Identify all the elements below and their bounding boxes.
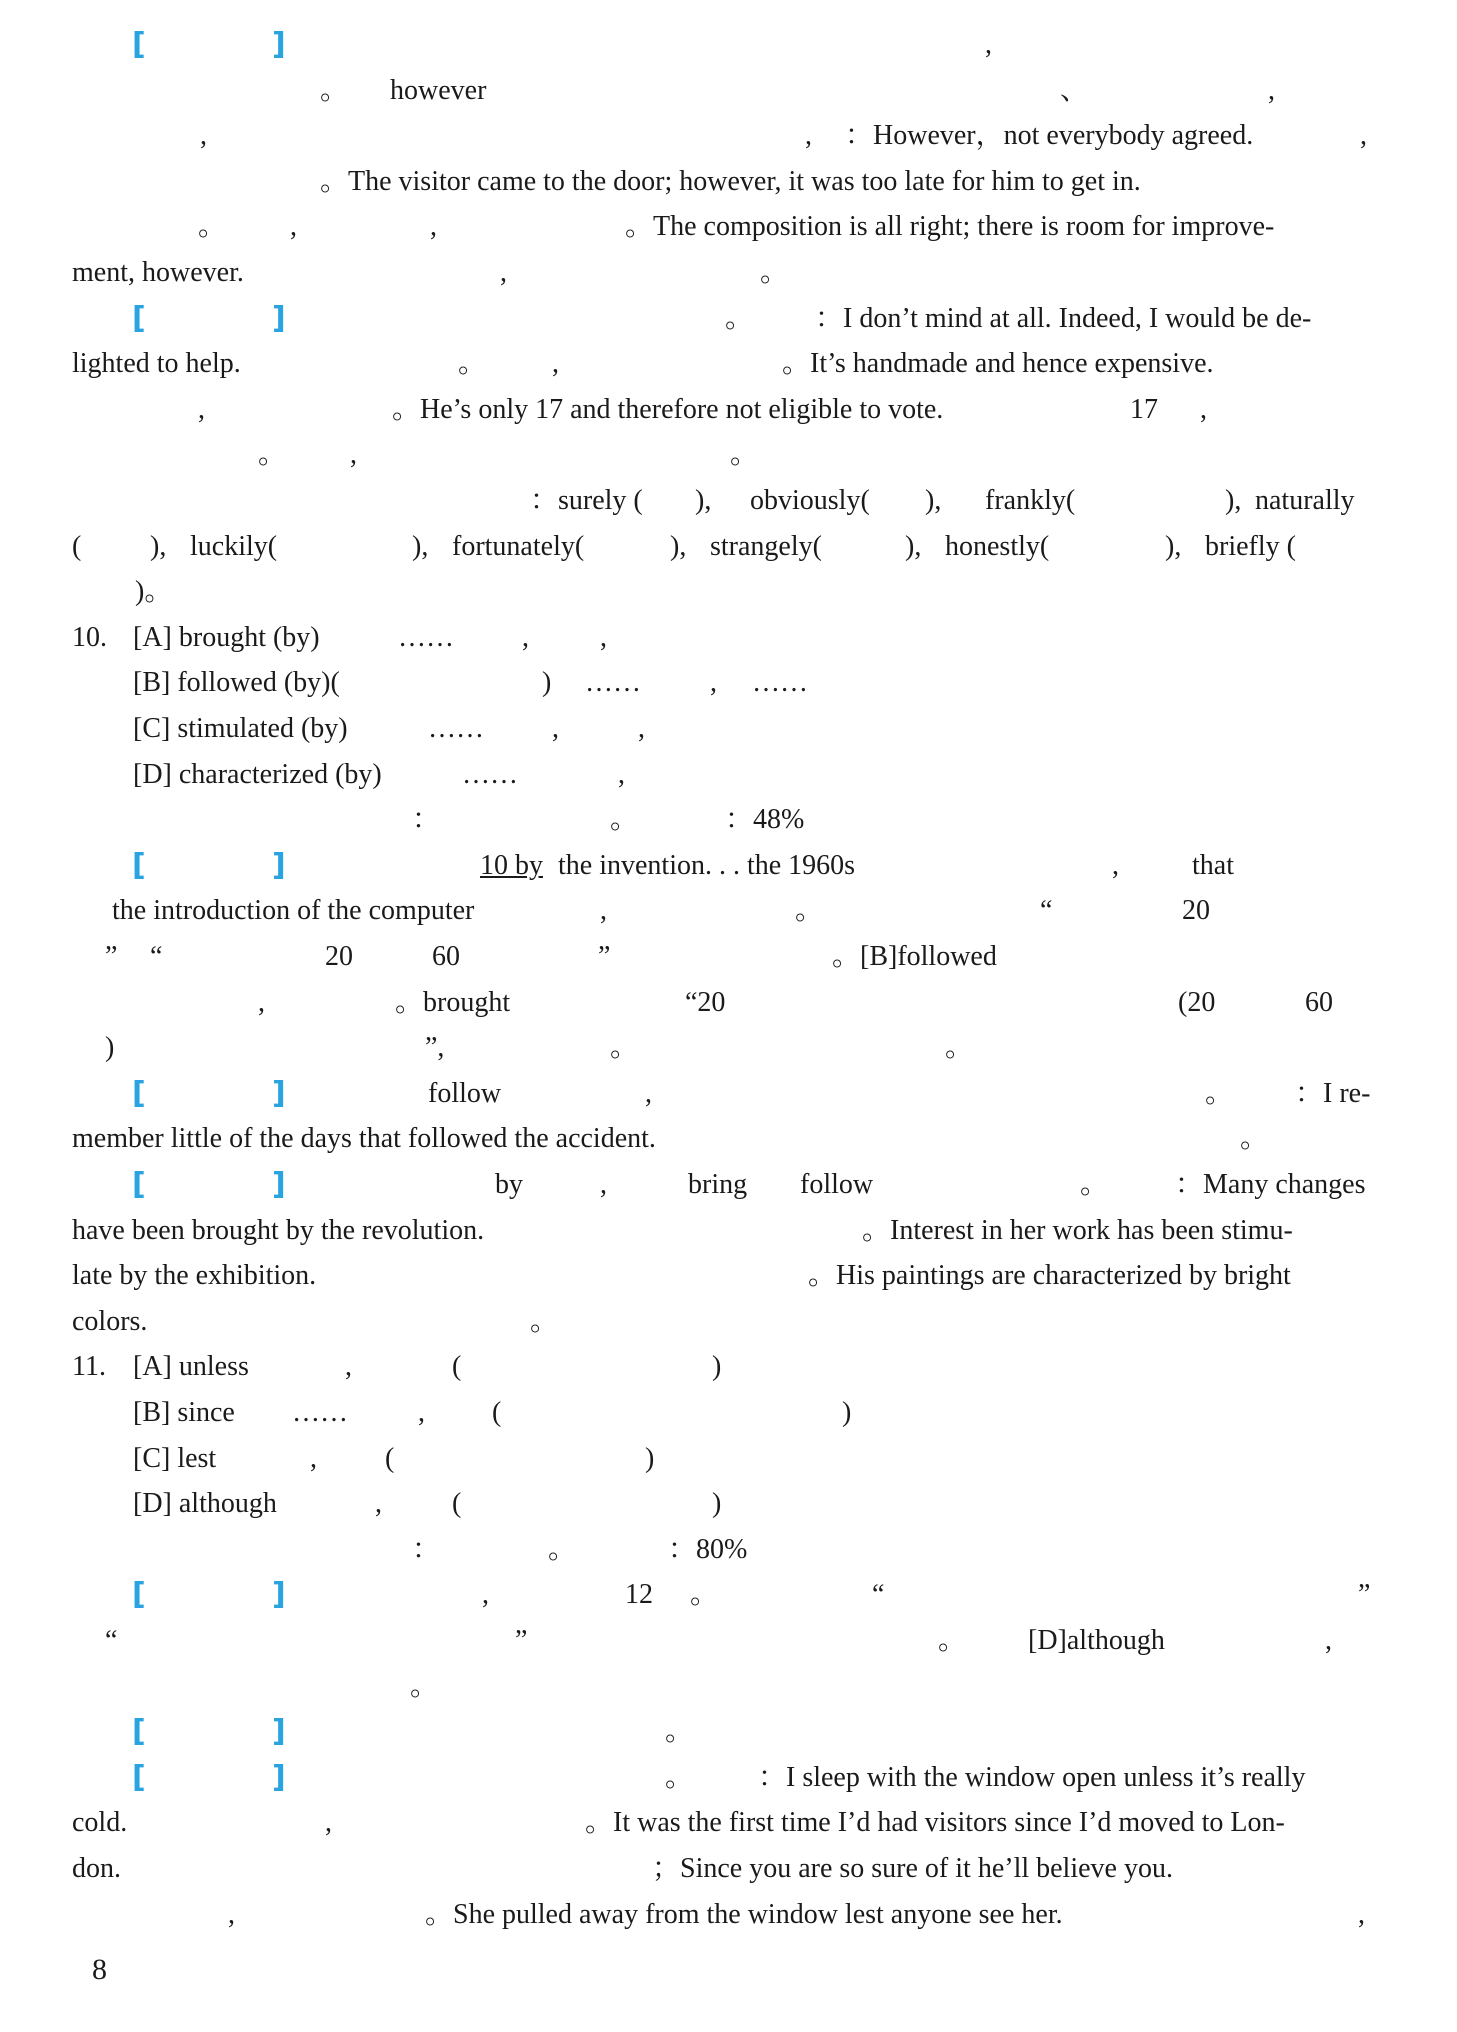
text-fragment: cold.	[72, 1807, 128, 1839]
text-fragment: 20	[1182, 895, 1210, 927]
text-fragment: 。[B]followed	[832, 941, 997, 972]
text-fragment: ,	[500, 257, 507, 288]
text-fragment: ),	[925, 485, 942, 516]
text-fragment: (	[72, 530, 82, 562]
section-bracket-close: ]	[272, 847, 286, 883]
text-line	[0, 1208, 1457, 1254]
text-fragment: “	[872, 1579, 885, 1611]
text-fragment: frankly(	[985, 485, 1076, 516]
text-line	[0, 660, 1457, 706]
text-fragment: ：80%	[668, 1533, 748, 1565]
text-fragment: [A] unless	[133, 1351, 249, 1383]
text-fragment: 12	[625, 1579, 653, 1611]
text-fragment: bring	[688, 1169, 748, 1200]
text-fragment: lighted to help.	[72, 348, 241, 380]
text-fragment: ,	[1268, 74, 1275, 106]
text-line	[0, 1755, 1457, 1801]
text-fragment: ,	[618, 758, 625, 790]
section-bracket-close: ]	[272, 1075, 286, 1111]
text-fragment: 17	[1130, 393, 1158, 425]
text-line	[0, 843, 1457, 889]
text-fragment: ”	[1358, 1579, 1371, 1611]
text-fragment: naturally	[1255, 485, 1355, 516]
text-line	[0, 1618, 1457, 1664]
text-fragment: 60	[432, 941, 460, 972]
text-fragment: ”	[515, 1625, 528, 1656]
text-fragment: 。	[760, 257, 789, 288]
text-fragment: ：surely (	[530, 485, 643, 516]
text-line	[0, 752, 1457, 798]
text-fragment: 。He’s only 17 and therefore not eligible to vote.	[392, 393, 944, 425]
section-bracket-open: [	[132, 27, 146, 62]
text-fragment: (20	[1178, 986, 1216, 1018]
text-line	[0, 524, 1457, 570]
text-line	[0, 1709, 1457, 1755]
text-fragment: [B] followed (by)(	[133, 667, 340, 699]
text-fragment: ：I don’t mind at all. Indeed, I would be de-	[815, 302, 1312, 334]
text-fragment: ),	[150, 530, 167, 562]
section-bracket-close: ]	[272, 1167, 286, 1202]
section-bracket-open: [	[132, 1577, 146, 1613]
text-fragment: (	[452, 1488, 462, 1520]
text-fragment: )	[712, 1351, 722, 1383]
text-fragment: )	[842, 1397, 852, 1428]
text-line	[0, 1162, 1457, 1208]
text-line	[0, 1436, 1457, 1482]
section-bracket-open: [	[132, 1075, 146, 1111]
text-fragment: ……	[585, 667, 641, 699]
text-fragment: ：I re-	[1295, 1077, 1371, 1109]
text-fragment: 。	[1240, 1123, 1269, 1155]
section-bracket-close: ]	[272, 1577, 286, 1613]
text-fragment: ),	[412, 530, 429, 562]
text-fragment: ,	[350, 439, 357, 471]
text-fragment: 。	[258, 439, 287, 471]
text-fragment: ……	[398, 621, 454, 653]
text-line	[0, 888, 1457, 934]
text-fragment: 。	[725, 302, 754, 334]
section-bracket-close: ]	[272, 300, 286, 336]
text-fragment: ,	[985, 29, 992, 60]
text-fragment: [A] brought (by)	[133, 621, 320, 653]
text-fragment: [D] although	[133, 1488, 277, 1520]
text-fragment: ：	[412, 804, 441, 836]
text-line	[0, 569, 1457, 615]
text-line	[0, 1344, 1457, 1390]
text-fragment: “	[105, 1625, 118, 1656]
text-fragment: 。	[938, 1625, 967, 1656]
text-line	[0, 1664, 1457, 1710]
section-bracket-open: [	[132, 847, 146, 883]
text-line	[0, 615, 1457, 661]
text-fragment: 60	[1305, 986, 1333, 1018]
text-fragment: ),	[1225, 485, 1242, 516]
text-line	[0, 706, 1457, 752]
text-fragment: [D] characterized (by)	[133, 758, 382, 790]
text-fragment: ,	[430, 211, 437, 243]
text-fragment: however	[390, 74, 487, 106]
text-fragment: 。	[945, 1032, 974, 1064]
text-fragment: ,	[710, 667, 717, 699]
section-bracket-close: ]	[272, 1714, 286, 1750]
text-fragment: ),	[905, 530, 922, 562]
text-fragment: 。	[690, 1579, 719, 1611]
text-fragment: ,	[638, 713, 645, 744]
text-fragment: )	[105, 1032, 115, 1064]
text-line	[0, 159, 1457, 205]
text-fragment: [B] since	[133, 1397, 235, 1428]
text-fragment: ；Since you are so sure of it he’ll believe you.	[652, 1853, 1173, 1884]
text-fragment: honestly(	[945, 530, 1050, 562]
text-fragment: ,	[600, 1169, 607, 1200]
text-line	[0, 204, 1457, 250]
text-fragment: ,	[325, 1807, 332, 1839]
text-fragment: ,	[552, 348, 559, 380]
text-fragment: ,	[482, 1579, 489, 1611]
section-bracket-open: [	[132, 1167, 146, 1202]
text-fragment: ：	[412, 1533, 441, 1565]
section-bracket-open: [	[132, 1759, 146, 1795]
text-fragment: 。The composition is all right; there is room for improve-	[625, 211, 1275, 243]
text-fragment: 。	[1205, 1077, 1234, 1109]
text-fragment: that	[1192, 849, 1234, 881]
text-fragment: )	[542, 667, 552, 699]
text-fragment: 。	[665, 1761, 694, 1793]
text-fragment: obviously(	[750, 485, 870, 516]
text-fragment: 。	[665, 1716, 694, 1748]
text-fragment: by	[495, 1169, 523, 1200]
text-fragment: late by the exhibition.	[72, 1260, 317, 1292]
text-fragment: ,	[1325, 1625, 1332, 1656]
text-line	[0, 341, 1457, 387]
text-fragment: 。	[610, 1032, 639, 1064]
text-fragment: ,	[290, 211, 297, 243]
text-fragment: (	[492, 1397, 502, 1428]
text-fragment: ,	[600, 621, 607, 653]
text-fragment: follow	[800, 1169, 874, 1200]
text-fragment: member little of the days that followed the accident.	[72, 1123, 656, 1155]
text-fragment: ,	[310, 1442, 317, 1474]
text-fragment: ,	[552, 713, 559, 744]
text-fragment: 。It’s handmade and hence expensive.	[782, 348, 1214, 380]
text-line	[0, 1572, 1457, 1618]
section-bracket-open: [	[132, 1714, 146, 1750]
text-line	[0, 1481, 1457, 1527]
text-fragment: 11.	[72, 1351, 106, 1383]
text-fragment: [D]although	[1028, 1625, 1165, 1656]
text-fragment: 。brought	[395, 986, 511, 1018]
page-number: 8	[92, 1953, 107, 1986]
text-fragment: ”,	[425, 1032, 445, 1064]
section-bracket-close: ]	[272, 1759, 286, 1795]
text-line	[0, 1025, 1457, 1071]
text-fragment: ……	[462, 758, 518, 790]
text-fragment: 。	[1080, 1169, 1109, 1200]
text-fragment: ),	[1165, 530, 1182, 562]
text-fragment: ：However，not everybody agreed.	[845, 120, 1254, 152]
text-fragment: 。	[730, 439, 759, 471]
text-fragment: ,	[1200, 393, 1207, 425]
text-line	[0, 1116, 1457, 1162]
text-fragment: 。	[198, 211, 227, 243]
text-fragment: “	[150, 941, 163, 972]
text-line	[0, 250, 1457, 296]
text-fragment: ,	[1360, 120, 1367, 152]
text-fragment: 。It was the first time I’d had visitors since I’d moved to Lon-	[585, 1807, 1285, 1839]
text-fragment: 。	[410, 1670, 439, 1702]
text-fragment: 。	[795, 895, 824, 927]
text-line	[0, 113, 1457, 159]
text-fragment: [C] stimulated (by)	[133, 713, 348, 744]
section-bracket-close: ]	[272, 27, 286, 62]
text-line	[0, 1071, 1457, 1117]
text-fragment: (	[385, 1442, 395, 1474]
text-fragment: 。She pulled away from the window lest anyone see her.	[425, 1898, 1063, 1930]
text-fragment: ”	[598, 941, 611, 972]
text-line	[0, 1800, 1457, 1846]
text-fragment: fortunately(	[452, 530, 585, 562]
text-line	[0, 1299, 1457, 1345]
text-line	[0, 1527, 1457, 1573]
text-fragment: ),	[695, 485, 712, 516]
text-fragment: 。	[320, 74, 349, 106]
text-fragment: 。Interest in her work has been stimu-	[862, 1214, 1293, 1246]
text-fragment: ……	[292, 1397, 348, 1428]
text-fragment: ,	[258, 986, 265, 1018]
text-fragment: ,	[645, 1077, 652, 1109]
text-fragment: 10 by	[480, 849, 543, 881]
text-fragment: 。The visitor came to the door; however, it was too late for him to get in.	[320, 165, 1141, 197]
text-fragment: ……	[428, 713, 484, 744]
text-fragment: ,	[522, 621, 529, 653]
text-fragment: ……	[752, 667, 808, 699]
text-fragment: the invention. . . the 1960s	[558, 849, 856, 881]
text-fragment: briefly (	[1205, 530, 1296, 562]
text-fragment: 。	[548, 1533, 577, 1565]
text-line	[0, 797, 1457, 843]
text-fragment: 10.	[72, 621, 107, 653]
text-fragment: luckily(	[190, 530, 278, 562]
text-fragment: don.	[72, 1853, 121, 1884]
text-fragment: follow	[428, 1077, 502, 1109]
text-fragment: ment, however.	[72, 257, 244, 288]
text-fragment: 。	[530, 1305, 559, 1337]
text-fragment: 。His paintings are characterized by bright	[808, 1260, 1291, 1292]
text-fragment: )。	[135, 576, 173, 608]
text-fragment: colors.	[72, 1305, 148, 1337]
text-fragment: ,	[200, 120, 207, 152]
text-fragment: ,	[600, 895, 607, 927]
text-fragment: ,	[805, 120, 812, 152]
text-fragment: “20	[685, 986, 726, 1018]
text-line	[0, 1846, 1457, 1892]
section-bracket-open: [	[132, 300, 146, 336]
text-fragment: 。	[458, 348, 487, 380]
text-fragment: strangely(	[710, 530, 822, 562]
text-fragment: [C] lest	[133, 1442, 217, 1474]
text-line	[0, 68, 1457, 114]
text-fragment: (	[452, 1351, 462, 1383]
text-fragment: ”	[105, 941, 118, 972]
text-line	[0, 1253, 1457, 1299]
text-fragment: ：48%	[725, 804, 805, 836]
text-fragment: ,	[418, 1397, 425, 1428]
text-fragment: ：I sleep with the window open unless it’s really	[758, 1761, 1306, 1793]
text-fragment: have been brought by the revolution.	[72, 1214, 485, 1246]
text-fragment: ,	[345, 1351, 352, 1383]
text-line	[0, 934, 1457, 980]
text-fragment: ,	[198, 393, 205, 425]
text-fragment: 、	[1060, 74, 1089, 106]
text-line	[0, 296, 1457, 342]
text-fragment: )	[645, 1442, 655, 1474]
text-line	[0, 22, 1457, 68]
text-fragment: ,	[228, 1898, 235, 1930]
text-fragment: 。	[610, 804, 639, 836]
text-fragment: ,	[1112, 849, 1119, 881]
text-line	[0, 1390, 1457, 1436]
text-line	[0, 478, 1457, 524]
text-fragment: 20	[325, 941, 353, 972]
text-line	[0, 980, 1457, 1026]
text-fragment: the introduction of the computer	[112, 895, 475, 927]
text-fragment: ,	[375, 1488, 382, 1520]
text-line	[0, 387, 1457, 433]
text-line	[0, 432, 1457, 478]
text-fragment: “	[1040, 895, 1053, 927]
text-fragment: ：Many changes	[1175, 1169, 1366, 1200]
text-fragment: ),	[670, 530, 687, 562]
text-fragment: )	[712, 1488, 722, 1520]
text-fragment: ,	[1358, 1898, 1365, 1930]
text-line	[0, 1892, 1457, 1938]
